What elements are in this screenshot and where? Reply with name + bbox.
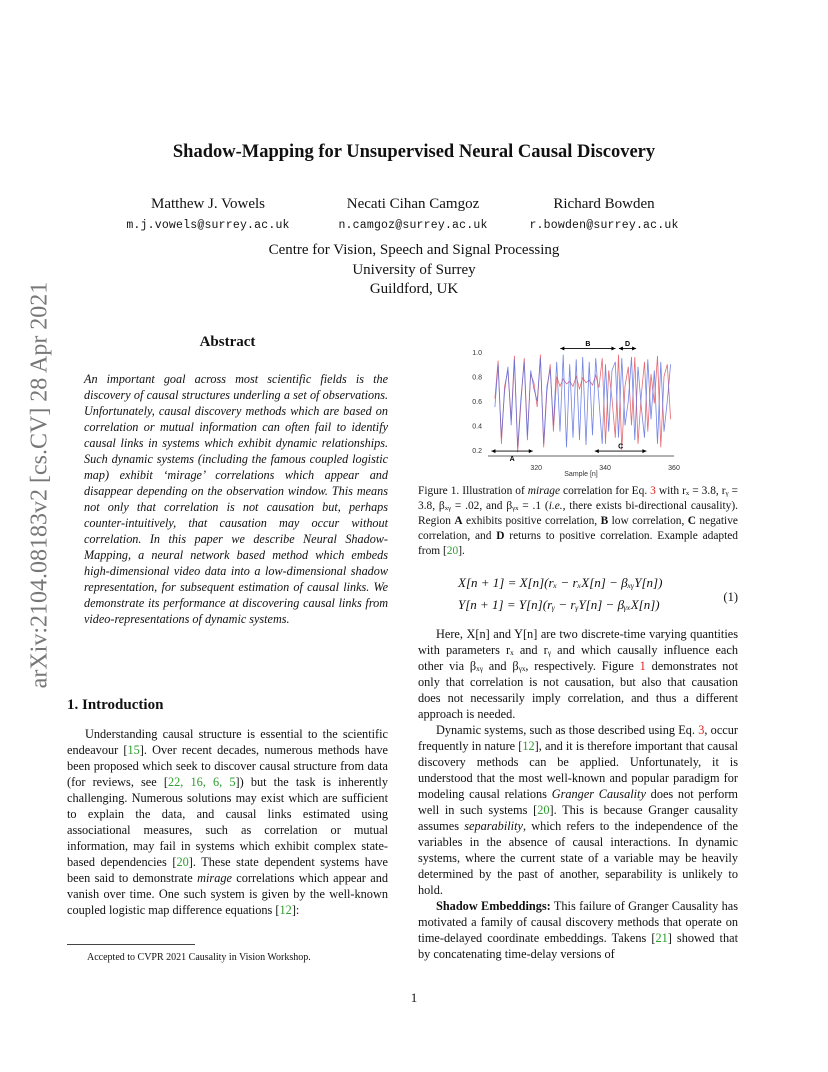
region-arrowhead [632,346,636,350]
affiliation [0,241,828,300]
y-tick-label: 0.8 [472,374,482,382]
author-email: n.camgoz@surrey.ac.uk [338,219,488,232]
citation-link[interactable]: 21 [655,931,668,945]
footnote-rule [67,944,195,945]
region-label: D [624,340,631,348]
citation-link[interactable]: 12 [522,739,535,753]
y-tick-label: 0.4 [472,423,482,431]
region-arrowhead [560,346,564,350]
body-paragraph: Here, X[n] and Y[n] are two discrete-time varying quantities with parameters rₓ and rᵧ and which causally influence each other via βₓᵧ and βᵧₓ, respectively. Figure 1 demonstrates not only that correlation is not causation, but also that causation does not necessarily imply correlation, and thus a different approach is needed. [418,627,739,721]
equation-number: (1) [723,590,738,604]
x-axis-label: Sample [n] [564,471,598,478]
citation-link[interactable]: 20 [176,855,189,869]
section-heading: 1. Introduction [67,697,164,713]
paper-title: Shadow-Mapping for Unsupervised Neural Causal Discovery [172,142,656,162]
author-block-1 [118,196,298,232]
y-tick-label: 0.2 [472,447,482,455]
citation-link[interactable]: 15 [127,743,140,757]
equation-line: X[n + 1] = X[n](rₓ − rₓX[n] − βₓᵧY[n]) [458,575,663,590]
author-block-3 [514,196,694,232]
body-paragraph: Dynamic systems, such as those described using Eq. 3, occur frequently in nature [12], and it is therefore important that causal discovery methods can be applied. Unfortunately, it is understood that the most well-known and popular paradigm for modeling causal relations Granger Causality does not perform well in such systems [20]. This is because Granger causality assumes separability, which refers to the independence of the variables in the absence of causal interactions. In dynamic systems, where the current state of a variable may be heavily determined by the past of another, separability is unlikely to hold. [418,723,739,897]
equation-link[interactable]: 3 [698,723,705,737]
author-email: m.j.vowels@surrey.ac.uk [126,219,290,232]
abstract-text: An important goal across most scientific fields is the discovery of causal structures underling a set of observations. Unfortunately, causal discovery methods which are based on correlation or mutual information can often fail to identify causal links in systems which exhibit dynamic relationships. Such dynamic systems (including the famous coupled logistic map) exhibit ‘mirage’ correlations which appear and disappear depending on the observation window. This means not only that correlation is not causation but, perhaps counter-intuitively, that causation may occur without correlation. In this paper we describe Neural Shadow-Mapping, a neural network based method which embeds high-dimensional video data into a low-dimensional shadow representation, for subsequent estimation of causal links. We demonstrate its performance at discovering causal links from video-representations of dynamic systems. [84,372,388,626]
page-number: 1 [410,990,418,1005]
region-label: B [585,340,591,348]
arxiv-stamp [22,281,58,689]
y-tick-label: 0.6 [472,399,482,406]
affiliation-line: Guildford, UK [369,281,459,297]
region-arrowhead [611,346,615,350]
author-name: Richard Bowden [553,196,655,212]
region-arrowhead [491,449,495,453]
affiliation-line: Centre for Vision, Speech and Signal Processing [268,242,560,258]
arxiv-stamp-text: arXiv:2104.08183v2 [cs.CV] 28 Apr 2021 [26,281,53,689]
equation-line: Y[n + 1] = Y[n](rᵧ − rᵧY[n] − βᵧₓX[n]) [458,597,660,612]
figure-1-chart [444,338,694,478]
citation-link[interactable]: 22, 16, 6, 5 [167,775,236,789]
equation-block [418,575,738,619]
right-column-body [418,626,738,962]
region-label: C [618,443,624,451]
footnote: Accepted to CVPR 2021 Causality in Vision Workshop. [87,952,311,963]
intro-paragraph: Understanding causal structure is essential to the scientific endeavour [15]. Over recent decades, numerous methods have been proposed which seek to discover causal structure from data (for reviews, see [22, 16, 6, 5]) but the task is inherently challenging. Numerous solutions may exist which are sufficient to explain the data, and causal links estimated using associational measures, such as correlation or mutual information, may fail in systems which exhibit complex state-based dependencies [20]. These state dependent systems have been said to demonstrate mirage correlations which appear and vanish over time. One such system is given by the well-known coupled logistic map difference equations [12]: [67,727,389,917]
x-tick-label: 340 [599,465,611,472]
region-arrowhead [619,346,623,350]
author-email: r.bowden@surrey.ac.uk [529,219,679,232]
x-tick-label: 360 [668,465,680,472]
citation-link[interactable]: 20 [537,803,550,817]
figure-link[interactable]: 1 [639,659,646,673]
author-block-2 [318,196,508,232]
x-tick-label: 320 [530,465,543,472]
body-paragraph: Shadow Embeddings: This failure of Granger Causality has motivated a family of causal discovery methods that operate on time-delayed coordinate embeddings. Takens [21] showed that by concatenating time-delay versions of [418,899,738,961]
equation-link[interactable]: 3 [650,485,656,497]
intro-body [67,726,388,918]
figure-caption: Figure 1. Illustration of mirage correlation for Eq. 3 with rₓ = 3.8, rᵧ = 3.8, βₓᵧ = .02, and βᵧₓ = .1 (i.e., there exists bi-directional causality). Region A exhibits positive correlation, B low correlation, C negative correlation, and D returns to positive correlation. Example adapted from [20]. [418,485,738,557]
region-arrowhead [529,449,533,453]
affiliation-line: University of Surrey [352,261,476,278]
citation-link[interactable]: 12 [279,903,292,917]
region-label: A [509,455,515,463]
region-arrowhead [642,449,646,453]
citation-link[interactable]: 20 [446,545,459,557]
author-name: Matthew J. Vowels [150,196,266,212]
y-tick-label: 1.0 [472,350,482,358]
author-name: Necati Cihan Camgoz [346,196,480,212]
abstract-heading: Abstract [199,334,256,350]
region-arrowhead [595,449,599,453]
